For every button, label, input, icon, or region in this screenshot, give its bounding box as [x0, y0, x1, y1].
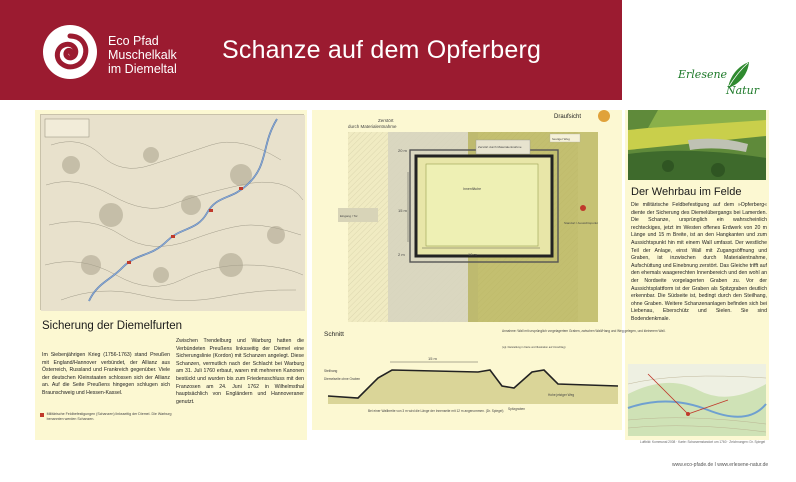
section-dim-15: 15 m [428, 356, 437, 361]
plan-inner-label: Innenfläche [463, 187, 482, 191]
partner-name-2: Natur [726, 84, 759, 97]
section-way-label: Hohe jetziger Weg [548, 393, 575, 397]
section-small-note: (vgl. Darstellung in Karte und Illustration auf Umschlag) [502, 346, 566, 349]
page-title: Schanze auf dem Opferberg [222, 36, 542, 64]
left-paragraph-2: Zwischen Trendelburg und Warburg hatten die Verbündeten Preußens linksseitig der Diemel eine Sicherungslinie (Kordon) mit Schanzen angelegt. Diese Schanzen, vermutlich nach der Schlacht bei Warburg am 31. Juli 1760 erbaut, waren mit mehreren Kanonen bestückt und wurden bis zum Friedensschluss mit den Franzosen am 24. Juni 1762 in Wilhelmsthal hauptsächlich von Engländern und Hannoveraner genutzt. [176, 338, 304, 405]
legend-marker-icon [40, 413, 44, 417]
legend-text: Militärische Feldbefestigungen (Schanzen) linksseitig der Diemel. Die Warburg benannten werden Schanzen. [46, 412, 172, 421]
map-legend [40, 412, 172, 434]
brand-line-3: im Diemeltal [108, 62, 177, 76]
topographic-map-drawing [628, 364, 766, 436]
partner-name: Erlesene [678, 68, 728, 81]
plan-path-label: heutiger Weg [552, 137, 570, 141]
topographic-map [628, 364, 766, 436]
image-credits: Luftbild: Kommunal 2008 · Karte: Schanzenstandort um 1760 · Zeichnungen: Dr. Spiegel [640, 440, 766, 444]
footer-links[interactable]: www.eco-pfade.de I www.erlesene-natur.de [672, 462, 769, 468]
brand-line-2: Muschelkalk [108, 48, 177, 62]
section-steilhang-label: Steilhang [324, 369, 338, 373]
section-title: Schnitt [324, 331, 344, 338]
right-heading: Der Wehrbau im Felde [631, 186, 742, 198]
sun-icon [598, 110, 610, 122]
location-marker-icon [580, 205, 586, 211]
left-paragraph-1: Im Siebenjährigen Krieg (1756-1763) stand Preußen mit England/Hannover verbündet, der Allianz aus Österreich, Russland und Frankreich gegenüber. Viele der deutschen Kleinstaaten schlossen sich der Allianz an. Auf die Seite Preußens hingegen schlugen sich Braunschweig und Hessen-Kassel. [42, 352, 170, 396]
left-heading: Sicherung der Diemelfurten [42, 320, 182, 332]
plan-top-label-1: Zerstört [378, 118, 394, 123]
aerial-photo [628, 110, 766, 180]
historic-map-drawing [41, 115, 305, 311]
plan-entrance-label: Eingang / Tor [340, 214, 358, 218]
plan-title: Draufsicht [554, 114, 582, 120]
brand-text [108, 34, 177, 76]
section-diagram [318, 326, 666, 430]
section-caption: Bei einer Wallbreite von 3 m wird die Länge der Innenseite mit 12 m angenommen. (Dr. Spiegel) [368, 409, 504, 413]
plan-dim-18: 18 m [468, 252, 477, 257]
plan-dim-15: 15 m [398, 208, 407, 213]
section-side-label: Diemelseite ohne Graben [324, 377, 361, 381]
section-ditch-label: Spitzgraben [508, 407, 526, 411]
plan-top-label-2: durch Materialentnahme [348, 124, 397, 129]
section-note: Annahme: Wall mit ursprünglich vorgelagertem Graben, zwischen Wall/Hang und Weg gelegen, und kleinerem Wall. [502, 329, 666, 333]
historic-map [40, 114, 304, 310]
right-paragraph: Die militärische Feldbefestigung auf dem »Opferberg« diente der Sicherung des Diemelübergangs bei Lamerden. Die Schanze, ursprünglich ein wahrscheinlich rechteckiges, jetzt im Westen offenes Erdwerk von 20 m Länge und 15 m Breite, ist an den Hangkanten und zum Aussichtspunkt hin mit einem Wall umfasst. Der westliche Teil der Anlage, einst Wall mit Zugangsöffnung und Graben, ist inzwischen durch Materialentnahme, Aufschüttung und Einebnung zerstört. Das Gleiche trifft auf den ehemals waagerechten Innenbereich und den wohl an der Nordseite vorgelagerten Graben zu. Vor der Aussichtsplattform ist der Graben als Spitzgraben deutlich erkennbar. Die Südseite ist, bedingt durch den Steilhang, ohne Graben. Weitere Schanzenanlagen befinden sich bei Liebenau, Eberschütz und Sielen. Sie sind Bodendenkmale. [631, 202, 767, 322]
brand-line-1: Eco Pfad [108, 34, 159, 48]
plan-dim-2: 2 m [398, 252, 405, 257]
plan-upper-right-label: Zerstört durch Materialentnahme [478, 145, 522, 149]
aerial-photo-drawing [628, 110, 766, 180]
plan-diagram [318, 112, 622, 322]
plan-dim-20: 20 m [398, 148, 407, 153]
eco-pfad-logo-icon [42, 24, 98, 80]
plan-right-label: Standort / Aussichtspunkt [564, 221, 598, 225]
